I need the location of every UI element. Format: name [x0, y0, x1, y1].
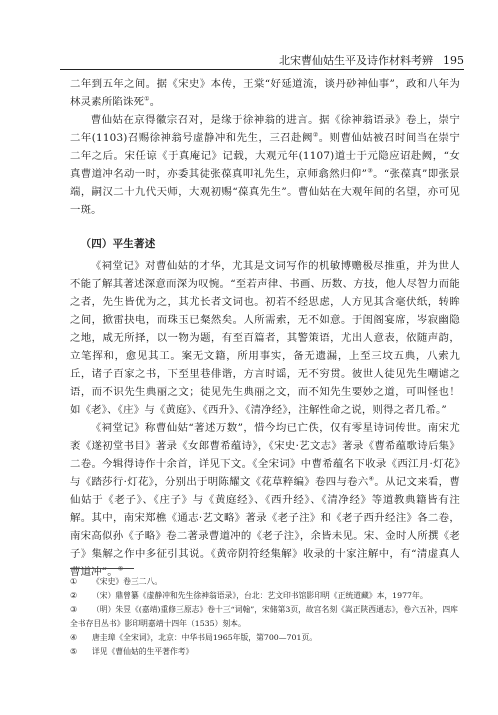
footnotes — [70, 575, 462, 659]
paragraph: 曹仙姑在京得徽宗召对，是缘于徐神翁的进言。据《徐神翁语录》卷上，崇宁二年(1103)召赐徐神翁号虚静冲和先生，三召赴阙②。则曹仙姑被召时间当在崇宁二年之后。宋任谅《于真庵记》记载，大观元年(1107)道士于元隐应诏赴阙，“女真曹道冲名动一时，亦委其徒张葆真叩礼先生，京师翕然归仰”③。“张葆真”即张景端，嗣汉二十九代天师，大观初赐“葆真先生”。曹仙姑在大观年间的名望，亦可见一斑。 — [70, 114, 460, 216]
paragraph: 《祠堂记》对曹仙姑的才华，尤其是文词写作的机敏博赡极尽推重，并为世人不能了解其著述深意而深为叹惋。“至若声律、书画、历数、方技，他人尽智力而能之者，先生皆优为之，其尤长者文词也。初若不经思虑，人方见其含毫伏纸，转眸之间，掀雷抉电，而珠玉已粲然矣。人所需索，无不如意。于闺阁宴席，岑寂幽隐之地，咸无所择，以一物为题，有至百篇者，其警策语，尤出人意表，依随声韵，立笔挥和，愈见其工。案无文籍，所用事实，备无遗漏，上至三坟五典，八索九丘，诸子百家之书，下至里巷俳谐，方言时谣，无不穷贯。彼世人徒见先生嘲谑之语，而不识先生典丽之文；徒见先生典丽之文，而不知先生要妙之道，可叫怪也！如《老》、《庄》与《黄庭》、《西升》、《清净经》，注解性命之说，则得之者几希。” — [70, 260, 460, 416]
footnote: ⑤ 详见《曹仙姑的生平著作考》 — [70, 647, 194, 656]
footnote-ref: ⑤ — [117, 565, 124, 573]
page-number: 195 — [443, 54, 464, 67]
paragraph: 《祠堂记》称曹仙姑“著述万数”，惜今均已亡佚，仅有零星诗词传世。南宋尤袤《遂初堂书目》著录《女郎曹希蕴诗》，《宋史·艺文志》著录《曹希蕴歌诗后集》二卷。今辑得诗作十余首，详见下文。《全宋词》中曹希蕴名下收录《西江月·灯花》与《踏莎行·灯花》，分别出于明陈耀文《花草粹编》卷四与卷六④。从记文来看，曹仙姑于《老子》、《庄子》与《黄庭经》、《西升经》、《清净经》等道教典籍皆有注解。其中，南宋郑樵《通志·艺文略》著录《老子注》和《老子西升经注》各二卷，南宋高似孙《子略》卷二著录曹道冲的《老子注》，余皆未见。宋、金时人所撰《老子》集解之作中多征引其说。《黄帝阴符经集解》收录的十家注解中，有“清虚真人曹道冲”。⑤ — [70, 422, 460, 578]
footnote-ref: ① — [144, 95, 150, 103]
paragraph: 二年到五年之间。据《宋史》本传，王棠“好延道流，谈丹砂神仙事”，政和八年为林灵素所陷诛死①。 — [70, 78, 460, 108]
footnote-ref: ② — [312, 131, 319, 139]
footnote: ④ 唐圭璋《全宋词》，北京：中华书局1965年版，第700—701页。 — [70, 633, 318, 642]
body-text — [70, 75, 460, 581]
header-title: 北宋曹仙姑生平及诗作材料考辨 — [279, 54, 433, 67]
running-header — [60, 52, 464, 68]
footnote-rule — [70, 568, 134, 569]
footnote: ② （宋）鼎曾纂《虚静冲和先生徐神翁语录》，台北：艺文印书馆影印明《正统道藏》本，1977年。 — [70, 591, 428, 600]
footnote: ① 《宋史》卷三二八。 — [70, 577, 163, 586]
header-rule — [60, 69, 464, 70]
section-heading: （四）平生著述 — [80, 238, 156, 250]
footnote-ref: ③ — [367, 167, 374, 175]
footnote-ref: ④ — [368, 475, 375, 483]
footnote: ③ （明）朱昱《(嘉靖)重修三原志》卷十三“词翰”，宋储第3页，故宫名刻《嵩正陕西通志》，卷六五补，四库全书存目丛书》影印明嘉靖十四年（1535）刻本。 — [70, 605, 458, 628]
